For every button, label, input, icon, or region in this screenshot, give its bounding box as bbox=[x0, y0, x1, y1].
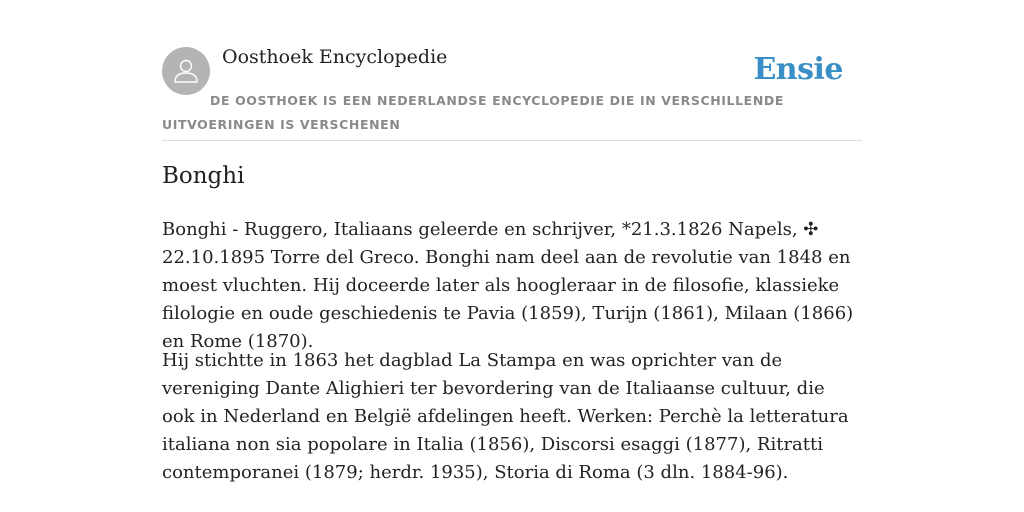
page bbox=[162, 0, 862, 483]
tagline: DE OOSTHOEK IS EEN NEDERLANDSE ENCYCLOPEDIE DIE IN VERSCHILLENDE UITVOERINGEN IS VERSCHENEN bbox=[162, 93, 784, 132]
article-paragraph: Bonghi - Ruggero, Italiaans geleerde en schrijver, *21.3.1826 Napels, ✣ 22.10.1895 Torre del Greco. Bonghi nam deel aan de revolutie van 1848 en moest vluchten. Hij doceerde later als hoogleraar in de filosofie, klassieke filologie en oude geschiedenis te Pavia (1859), Turijn (1861), Milaan (1866) en Rome (1870). bbox=[162, 219, 854, 352]
user-icon bbox=[171, 56, 201, 86]
site-name[interactable]: Oosthoek Encyclopedie bbox=[222, 46, 448, 68]
header bbox=[162, 0, 862, 141]
brand-logo[interactable]: Ensie bbox=[753, 52, 843, 87]
article-paragraph: Hij stichtte in 1863 het dagblad La Stampa en was oprichter van de vereniging Dante Alighieri ter bevordering van de Italiaanse cultuur, die ook in Nederland en België afdelingen heeft. Werken: Perchè la letteratura italiana non sia popolare in Italia (1856), Discorsi esaggi (1877), Ritratti contemporanei (1879; herdr. 1935), Storia di Roma (3 dln. 1884-96). bbox=[162, 350, 849, 483]
article-title: Bonghi bbox=[162, 163, 245, 189]
avatar[interactable] bbox=[162, 47, 210, 95]
